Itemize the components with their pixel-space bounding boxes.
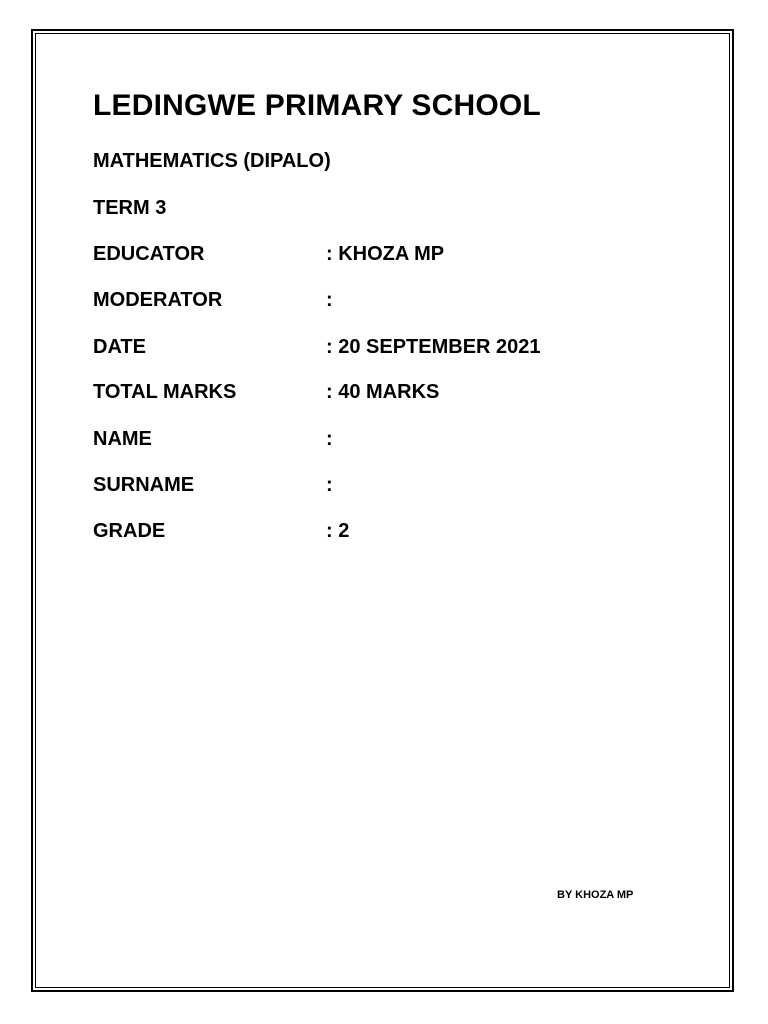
- field-value: : 40 MARKS: [326, 381, 440, 403]
- field-label: EDUCATOR: [93, 243, 205, 265]
- field-row-date: [93, 336, 653, 362]
- field-value: :: [326, 428, 333, 450]
- field-label: SURNAME: [93, 474, 195, 496]
- field-row-grade: [93, 520, 653, 546]
- field-row-moderator: [93, 289, 653, 315]
- field-label: TOTAL MARKS: [93, 381, 237, 403]
- field-row-educator: [93, 243, 653, 269]
- author-credit: BY KHOZA MP: [557, 889, 634, 901]
- field-label: GRADE: [93, 520, 166, 542]
- field-row-surname: [93, 474, 653, 500]
- school-name-heading: LEDINGWE PRIMARY SCHOOL: [93, 89, 541, 122]
- field-value: :: [326, 474, 333, 496]
- field-value: : 20 SEPTEMBER 2021: [326, 336, 541, 358]
- field-label: DATE: [93, 336, 146, 358]
- field-row-name: [93, 428, 653, 454]
- field-label: NAME: [93, 428, 152, 450]
- field-value: : 2: [326, 520, 350, 542]
- page-border-inner: [35, 33, 730, 988]
- field-value: :: [326, 289, 333, 311]
- subject-line: MATHEMATICS (DIPALO): [93, 150, 331, 172]
- field-row-total-marks: [93, 381, 653, 407]
- term-line: TERM 3: [93, 197, 167, 219]
- field-label: MODERATOR: [93, 289, 223, 311]
- field-value: : KHOZA MP: [326, 243, 445, 265]
